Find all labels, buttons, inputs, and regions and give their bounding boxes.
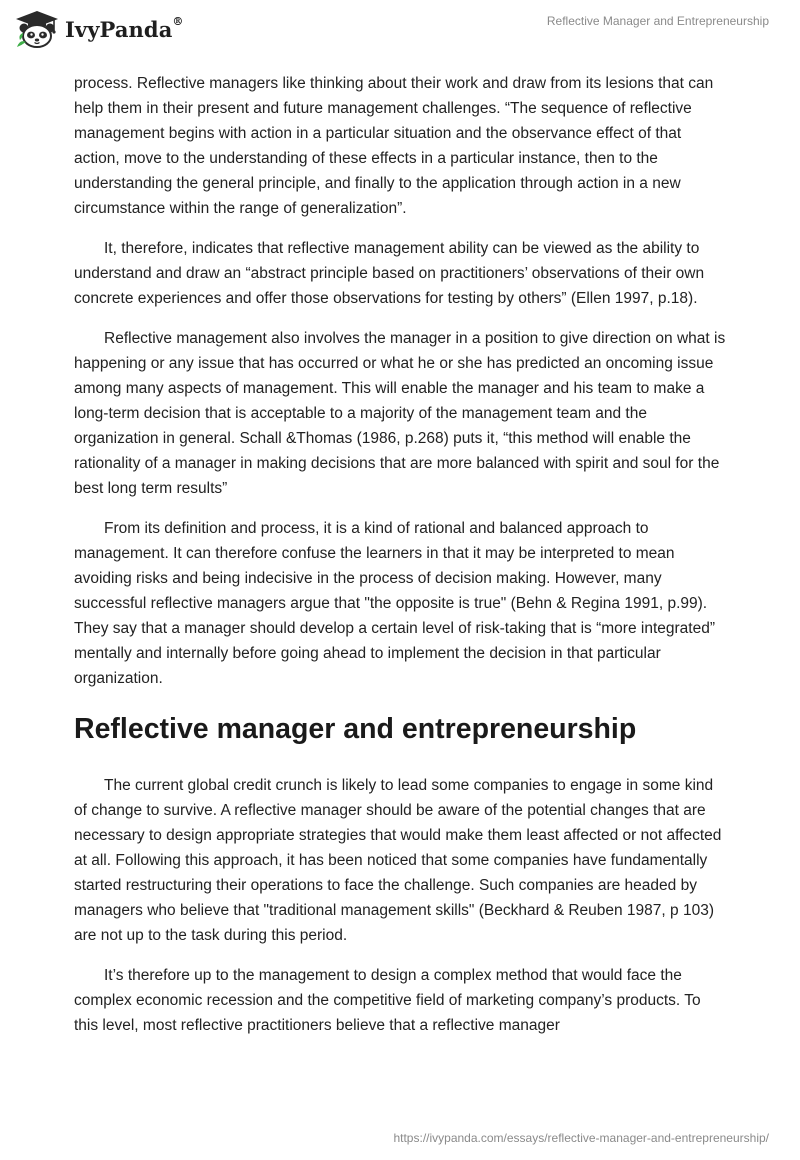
paragraph: It, therefore, indicates that reflective management ability can be viewed as the ability to understand and draw an “abstract principle based on practitioners’ observations of their own concrete experiences and offer those observations for testing by others” (Ellen 1997, p.18). bbox=[74, 240, 705, 307]
ivypanda-logo[interactable] bbox=[14, 9, 184, 49]
source-url[interactable]: https://ivypanda.com/essays/reflective-manager-and-entrepreneurship/ bbox=[393, 1131, 769, 1145]
section-heading: Reflective manager and entrepreneurship bbox=[74, 713, 637, 745]
document-title: Reflective Manager and Entrepreneurship bbox=[546, 14, 769, 28]
paragraph: process. Reflective managers like thinking about their work and draw from its lesions that can help them in their present and future management challenges. “The sequence of reflective management begins with action in a particular situation and the observance effect of that action, move to the understanding of these effects in a particular instance, then to the understanding the general principle, and finally to the application through action in a new circumstance within the range of generalization”. bbox=[74, 75, 714, 217]
paragraph: Reflective management also involves the manager in a position to give direction on what is happening or any issue that has occurred or what he or she has predicted an oncoming issue among many aspects of management. This will enable the manager and his team to make a long-term decision that is acceptable to a majority of the management team and the organization in general. Schall &Thomas (1986, p.268) puts it, “this method will enable the rationality of a manager in making decisions that are more balanced with spirit and soul for the best long term results” bbox=[74, 330, 726, 497]
panda-logo-icon bbox=[14, 9, 60, 49]
registered-mark: ® bbox=[172, 14, 184, 28]
page-header bbox=[0, 0, 800, 70]
paragraph: From its definition and process, it is a kind of rational and balanced approach to management. It can therefore confuse the learners in that it may be interpreted to mean avoiding risks and being indecisive in the process of decision making. However, many successful reflective managers argue that "the opposite is true" (Behn & Regina 1991, p.99). They say that a manager should develop a certain level of risk-taking that is “more integrated” mentally and internally before going ahead to implement the decision in that particular organization. bbox=[74, 520, 715, 687]
essay-body bbox=[74, 71, 726, 1053]
paragraph: The current global credit crunch is likely to lead some companies to engage in some kind of change to survive. A reflective manager should be aware of the potential changes that are necessary to design appropriate strategies that would make them least affected or not affected at all. Following this approach, it has been noticed that some companies have fundamentally started restructuring their operations to face the challenge. Such companies are headed by managers who believe that "traditional management skills" (Beckhard & Reuben 1987, p 103) are not up to the task during this period. bbox=[74, 777, 722, 944]
brand-name: IvyPanda® bbox=[65, 14, 184, 42]
paragraph: It’s therefore up to the management to design a complex method that would face the complex economic recession and the competitive field of marketing company’s products. To this level, most reflective practitioners believe that a reflective manager bbox=[74, 967, 701, 1034]
